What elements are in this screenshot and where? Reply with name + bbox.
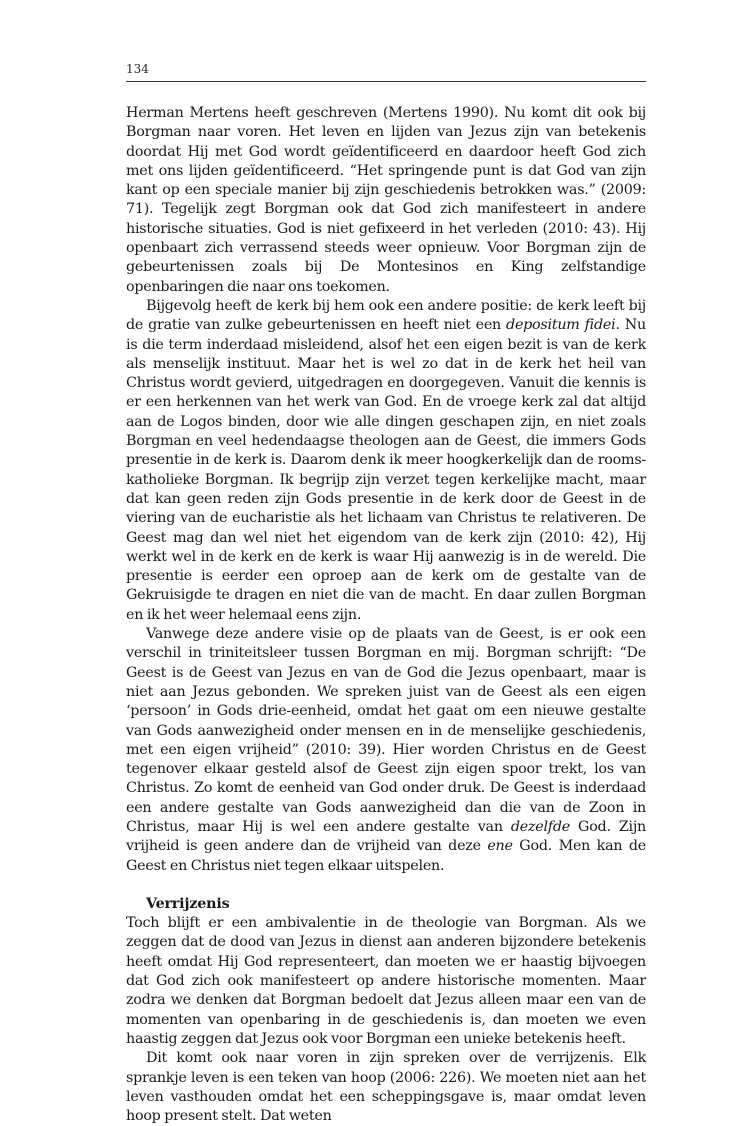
paragraph-2-text-b: . Nu is die term inderdaad misleidend, alsof het een eigen bezit is van de kerk als menselijk instituut. Maar het is wel zo dat in de kerk het heil van Christus wordt gevierd, uitgedragen en doorgegeven. Vanuit die kennis is er een herkennen van het werk van God. En de vroege kerk zal dat altijd aan de Logos binden, door wie alle dingen geschapen zijn, en niet zoals Borgman en veel hedendaagse theologen aan de Geest, die immers Gods presentie in de kerk is. Daarom denk ik meer hoogkerkelijk dan de rooms-katholieke Borgman. Ik begrijp zijn verzet tegen kerkelijke macht, maar dat kan geen reden zijn Gods presentie in de kerk door de Geest in de viering van de eucharistie als het lichaam van Christus te relativeren. De Geest mag dan wel niet het eigendom van de kerk zijn (2010: 42), Hij werkt wel in de kerk en de kerk is waar Hij aanwezig is in de wereld. Die presentie is eerder een oproep aan de kerk om de gestalte van de Gekruisigde te dragen en niet die van de macht. En daar zullen Borgman en ik het weer helemaal eens zijn.	[126, 317, 646, 623]
paragraph-3-text-c: God. Men kan de Geest en Christus niet tegen elkaar uitspelen.	[126, 838, 646, 874]
page-number: 134	[126, 62, 149, 76]
header-rule	[126, 81, 646, 82]
section-paragraph-2: Dit komt ook naar voren in zijn spreken over de verrijzenis. Elk sprankje leven is een teken van hoop (2006: 226). We moeten niet aan het leven vasthouden omdat het een scheppingsgave is, maar omdat leven hoop present stelt. Dat weten	[126, 1050, 646, 1125]
italic-word-dezelfde: dezelfde	[510, 818, 570, 835]
paragraph-2-text-a: Bijgevolg heeft de kerk bij hem ook een andere positie: de kerk leeft bij de gratie van zulke gebeurtenissen en heeft niet een	[126, 297, 646, 334]
paragraph-3	[126, 625, 646, 876]
paragraph-3-text-b: God. Zijn vrijheid is geen andere dan de vrijheid van deze	[126, 818, 646, 855]
body-text	[126, 104, 646, 1126]
italic-term-depositum-fidei: depositum fidei	[506, 317, 616, 334]
paragraph-3-text-a: Vanwege deze andere visie op de plaats van de Geest, is er ook een verschil in triniteitsleer tussen Borgman en mij. Borgman schrijft: “De Geest is de Geest van Jezus en van de God die Jezus openbaart, maar is niet aan Jezus gebonden. We spreken juist van de Geest als een eigen ‘persoon’ in Gods drie-eenheid, omdat het gaat om een nieuwe gestalte van Gods aanwezigheid onder mensen en in de menselijke geschiedenis, met een eigen vrijheid” (2010: 39). Hier worden Christus en de Geest tegenover elkaar gesteld alsof de Geest zijn eigen spoor trekt, los van Christus. Zo komt de eenheid van God onder druk. De Geest is inderdaad een andere gestalte van Gods aanwezigheid dan die van de Zoon in Christus, maar Hij is wel een andere gestalte van	[126, 626, 646, 835]
section-paragraph-1: Toch blijft er een ambivalentie in de theologie van Borgman. Als we zeggen dat de dood van Jezus in dienst aan anderen bijzondere betekenis heeft omdat Hij God representeert, dan moeten we er haastig bijvoegen dat God zich ook manifesteert op andere historische momenten. Maar zodra we denken dat Borgman bedoelt dat Jezus alleen maar een van de momenten van openbaring in de geschiedenis is, dan moeten we even haastig zeggen dat Jezus ook voor Borgman een unieke betekenis heeft.	[126, 915, 646, 1047]
section-heading-verrijzenis: Verrijzenis	[146, 895, 230, 912]
paragraph-1-text: Herman Mertens heeft geschreven (Mertens 1990). Nu komt dit ook bij Borgman naar voren. Het leven en lijden van Jezus zijn van betekenis doordat Hij met God wordt geïdentificeerd en daardoor heeft God zich met ons lijden geïdentificeerd. “Het springende punt is dat God van zijn kant op een speciale manier bij zijn geschiedenis betrokken was.” (2009: 71). Tegelijk zegt Borgman ook dat God zich manifesteert in andere historische situaties. God is niet gefixeerd in het verleden (2010: 43). Hij openbaart zich verrassend steeds weer opnieuw. Voor Borgman zijn de gebeurtenissen zoals bij De Montesinos en King zelfstandige openbaringen die naar ons toekomen.	[126, 105, 646, 295]
paragraph-1	[126, 104, 646, 297]
paragraph-2	[126, 297, 646, 625]
italic-word-ene: ene	[487, 838, 513, 855]
